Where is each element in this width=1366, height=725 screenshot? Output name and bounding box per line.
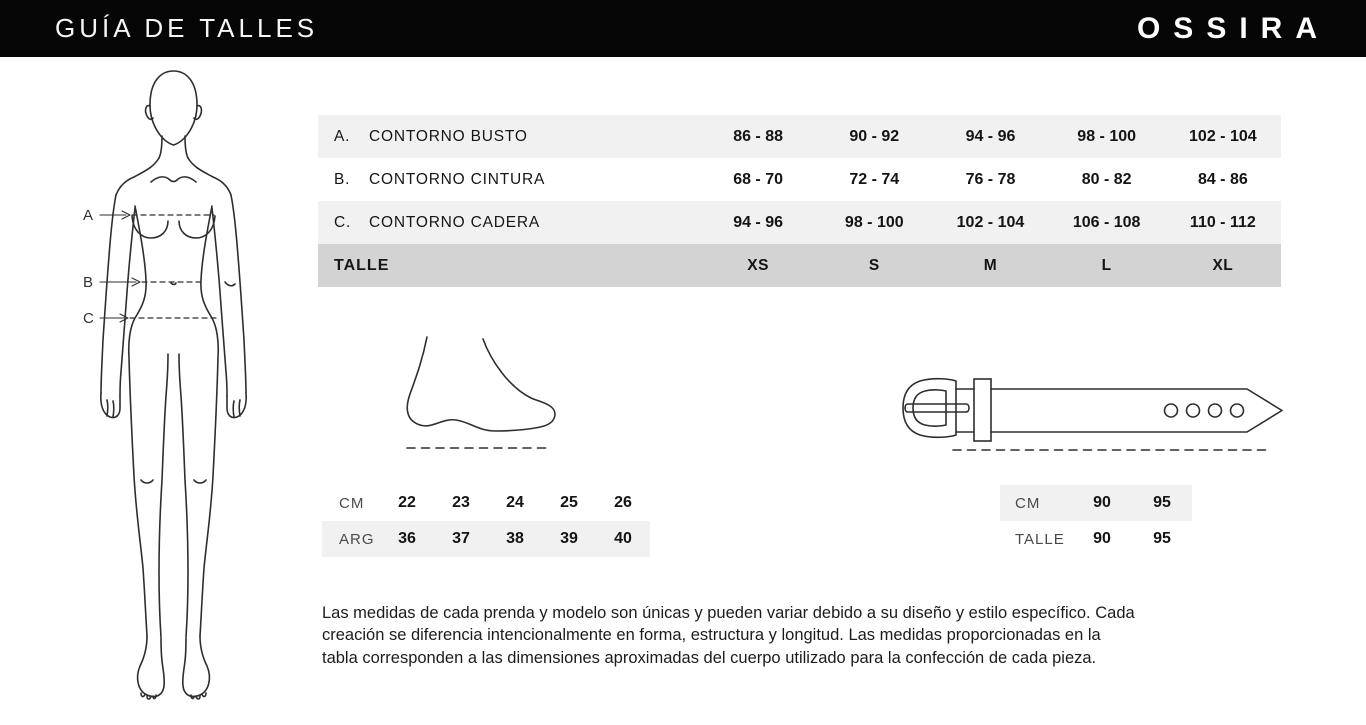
figure-legs — [138, 354, 210, 699]
row-letter: B. — [334, 170, 351, 188]
size-cell: XS — [747, 256, 769, 274]
size-cell: S — [868, 256, 880, 274]
value-cell: 38 — [506, 530, 524, 547]
figure-arms — [101, 195, 246, 418]
value-cell: 90 — [1093, 494, 1111, 511]
shoe-row-arg — [322, 521, 650, 557]
row-label — [318, 128, 700, 146]
row-label: ARG — [339, 530, 375, 548]
value-cell: 94 - 96 — [965, 127, 1016, 145]
value-cell: 26 — [614, 494, 632, 511]
row-name: CONTORNO CADERA — [369, 213, 541, 231]
shoe-size-table — [322, 485, 650, 557]
value-cell: 98 - 100 — [1077, 127, 1137, 145]
value-cell: 37 — [452, 530, 470, 547]
row-label — [318, 214, 700, 232]
foot-illustration — [397, 334, 577, 456]
row-label — [318, 171, 700, 189]
row-letter: C. — [334, 213, 352, 231]
body-figure-illustration — [58, 60, 303, 725]
table-row-bust — [318, 115, 1281, 158]
row-name: CONTORNO BUSTO — [369, 127, 528, 145]
figure-shoulders — [116, 158, 231, 195]
value-cell: 102 - 104 — [956, 213, 1025, 231]
row-label — [318, 257, 700, 275]
figure-head — [146, 71, 202, 158]
size-cell: L — [1101, 256, 1112, 274]
value-cell: 90 - 92 — [849, 127, 900, 145]
value-cell: 24 — [506, 494, 524, 511]
value-cell: 23 — [452, 494, 470, 511]
top-header-bar — [0, 0, 1366, 57]
value-cell: 72 - 74 — [849, 170, 900, 188]
value-cell: 40 — [614, 530, 632, 547]
belt-keeper — [974, 379, 991, 441]
belt-size-table — [1000, 485, 1192, 557]
hip-label-c: C — [83, 310, 95, 327]
belt-strap — [956, 389, 1282, 432]
size-table — [318, 115, 1281, 287]
value-cell: 25 — [560, 494, 578, 511]
table-row-waist — [318, 158, 1281, 201]
shoe-row-cm — [322, 485, 650, 521]
value-cell: 94 - 96 — [733, 213, 783, 231]
value-cell: 95 — [1153, 494, 1171, 511]
talle-header: TALLE — [334, 256, 390, 274]
value-cell: 86 - 88 — [733, 127, 783, 145]
value-cell: 76 - 78 — [965, 170, 1016, 188]
row-label: CM — [1015, 494, 1041, 512]
value-cell: 22 — [398, 494, 416, 511]
table-row-hip — [318, 201, 1281, 244]
page-title: GUÍA DE TALLES — [55, 13, 319, 43]
belt-row-talle — [1000, 521, 1192, 557]
measurement-disclaimer — [322, 602, 1272, 669]
disclaimer-line: Las medidas de cada prenda y modelo son únicas y pueden variar debido a su diseño y estilo específico. Cada — [322, 604, 1135, 622]
value-cell: 95 — [1153, 530, 1171, 547]
brand-logo: OSSIRA — [1136, 12, 1330, 45]
value-cell: 84 - 86 — [1197, 170, 1248, 188]
row-letter: A. — [334, 127, 351, 145]
belt-illustration — [898, 373, 1288, 455]
size-cell: XL — [1212, 256, 1234, 274]
value-cell: 36 — [398, 530, 416, 547]
value-cell: 39 — [560, 530, 578, 547]
value-cell: 102 - 104 — [1189, 127, 1257, 145]
belt-row-cm — [1000, 485, 1192, 521]
row-label: CM — [339, 494, 365, 512]
waist-label-b: B — [83, 274, 95, 291]
value-cell: 80 - 82 — [1081, 170, 1132, 188]
figure-torso — [129, 206, 219, 636]
value-cell: 98 - 100 — [844, 213, 904, 231]
bust-label-a: A — [83, 207, 95, 224]
value-cell: 68 - 70 — [733, 170, 783, 188]
value-cell: 110 - 112 — [1189, 213, 1256, 231]
belt-buckle — [903, 379, 969, 438]
row-name: CONTORNO CINTURA — [369, 170, 546, 188]
disclaimer-line: tabla corresponden a las dimensiones aproximadas del cuerpo utilizado para la confección de cada pieza. — [322, 648, 1097, 667]
disclaimer-line: creación se diferencia intencionalmente en forma, estructura y longitud. Las medidas proporcionadas en la — [322, 626, 1101, 645]
row-label: TALLE — [1015, 530, 1065, 548]
value-cell: 106 - 108 — [1072, 213, 1141, 231]
table-row-talle — [318, 244, 1281, 287]
size-cell: M — [983, 256, 998, 274]
value-cell: 90 — [1093, 530, 1111, 547]
